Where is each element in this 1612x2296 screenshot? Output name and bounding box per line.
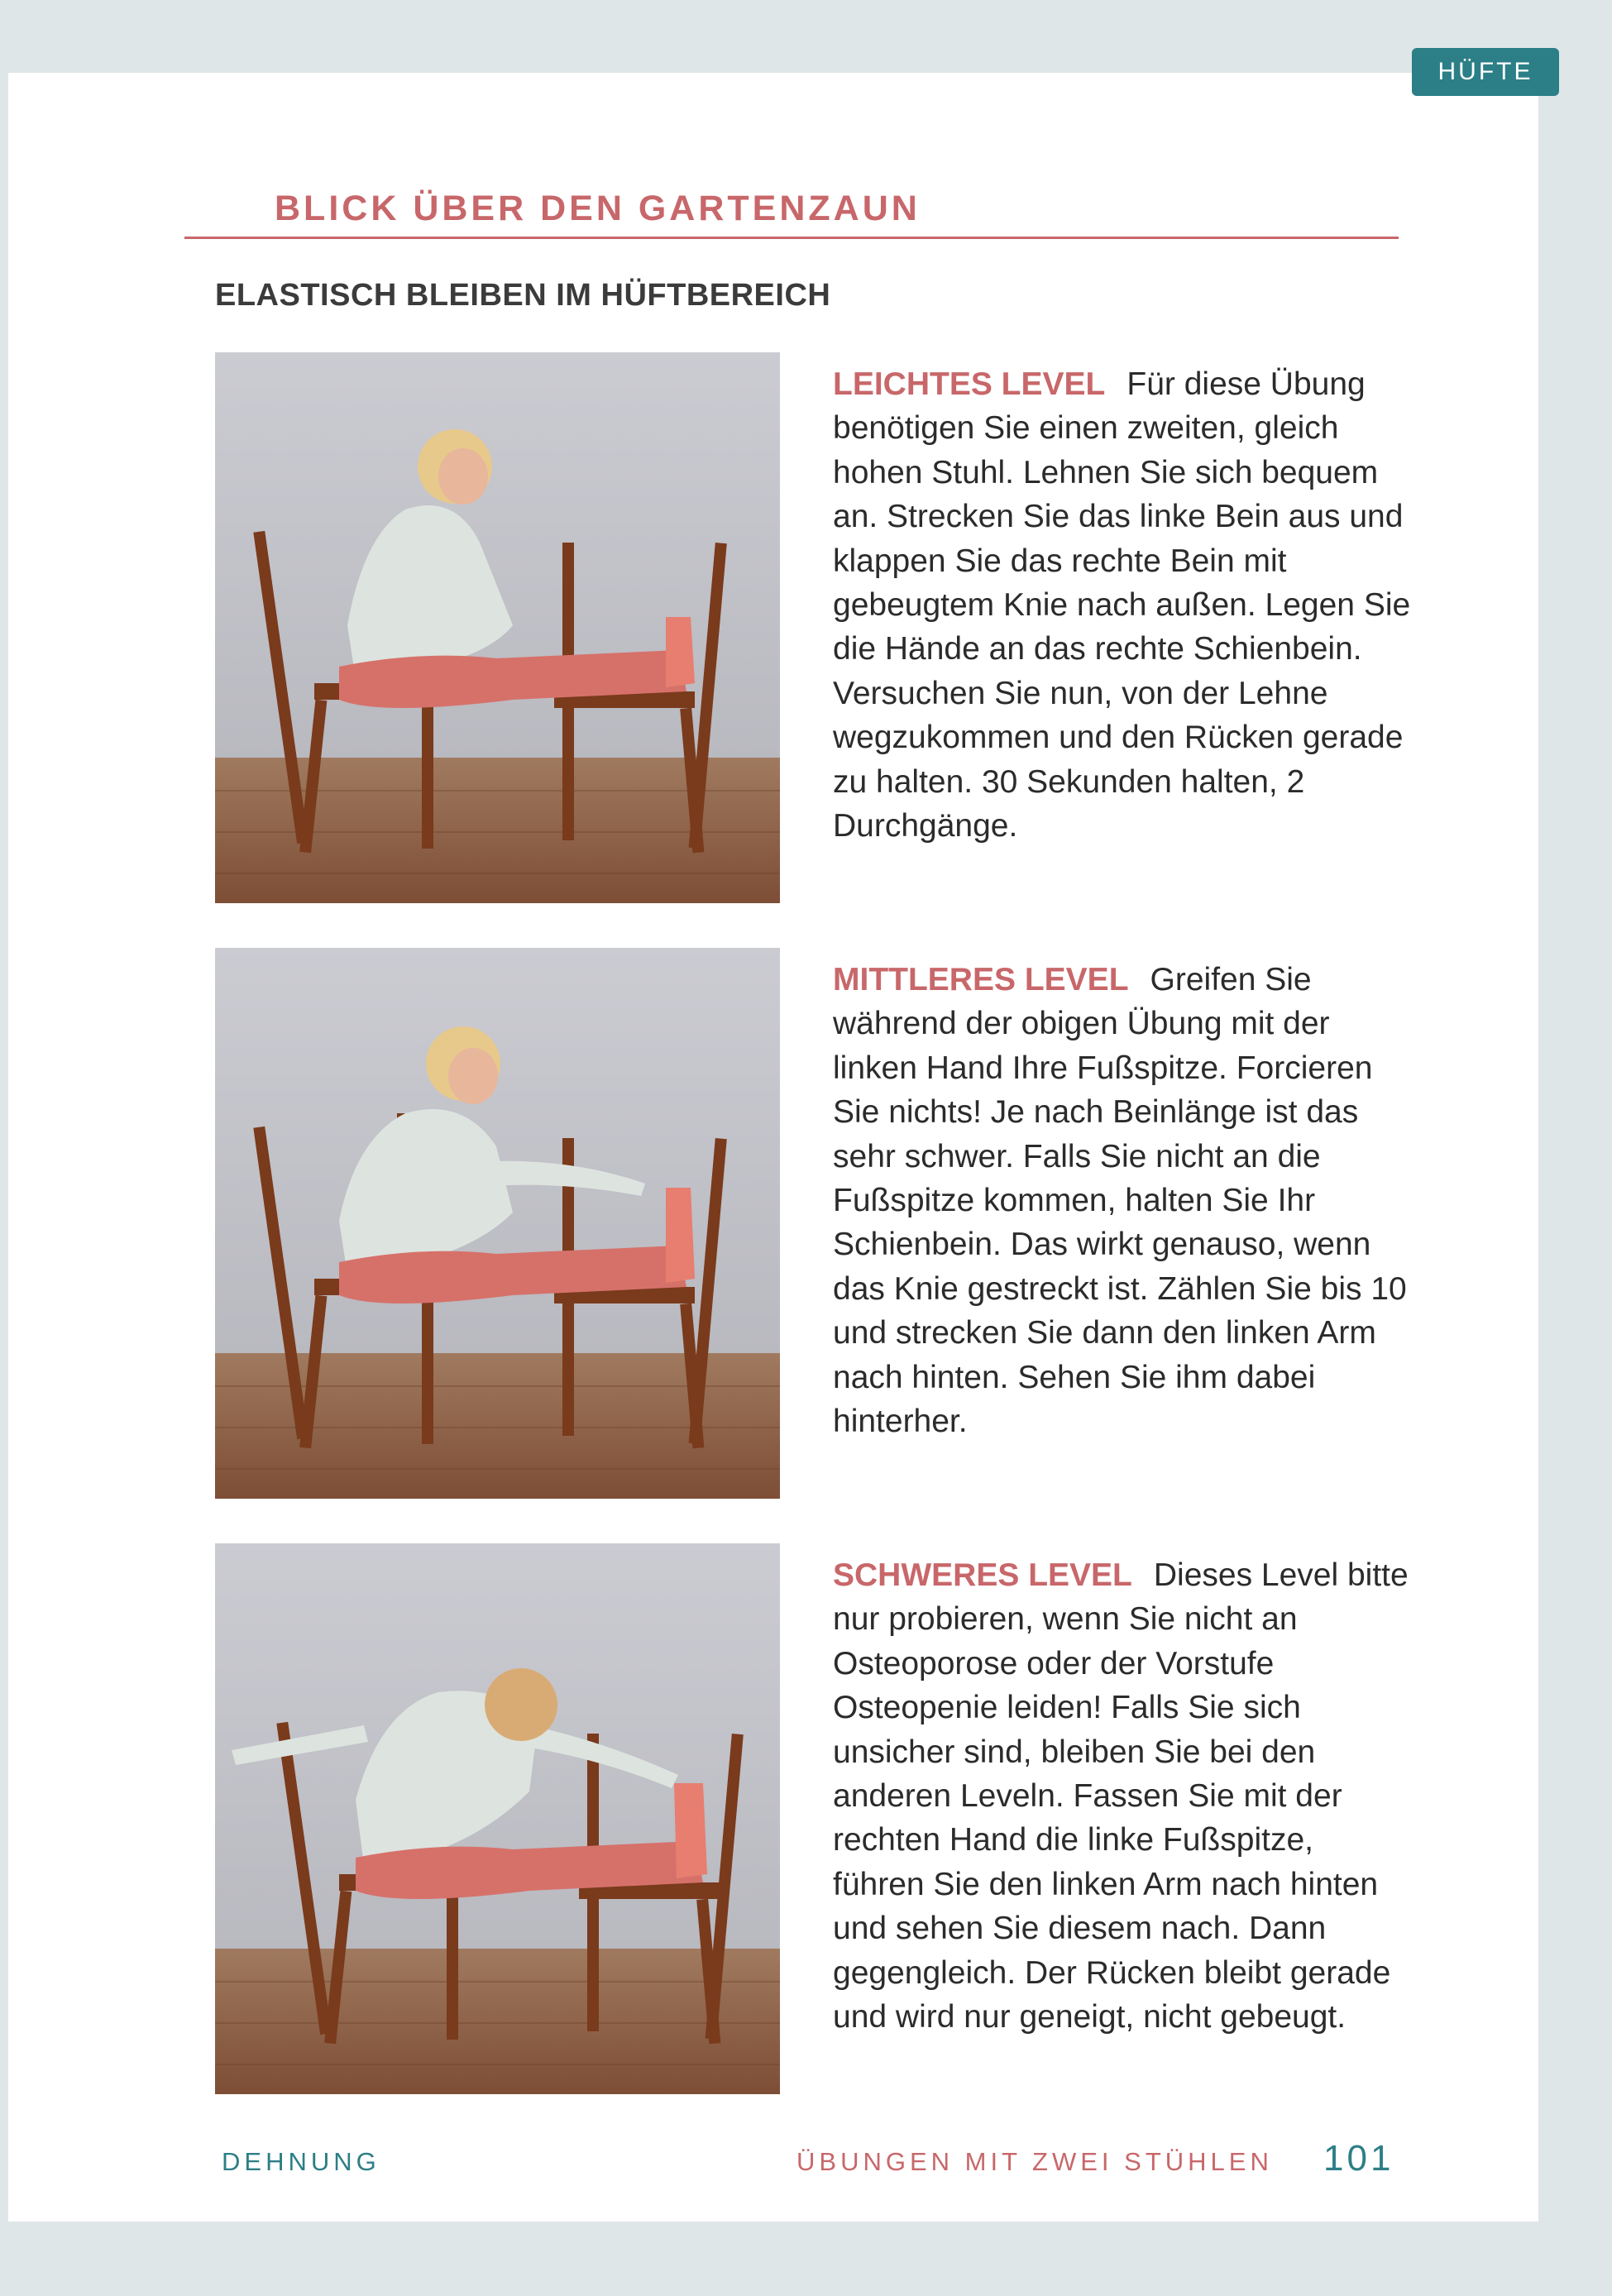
exercise-photo-easy [215, 352, 780, 903]
page-title: BLICK ÜBER DEN GARTENZAUN [275, 189, 921, 228]
exercise-photo-medium-image [215, 948, 780, 1499]
footer-section: DEHNUNG [222, 2147, 380, 2176]
exercise-text-easy [833, 362, 1412, 848]
level-label-medium: MITTLERES LEVEL [833, 962, 1129, 997]
level-description-medium: Greifen Sie während der obigen Übung mit der linken Hand Ihre Fußspitze. Forcieren Sie nichts! Je nach Beinlänge ist das sehr schwer. Falls Sie nicht an die Fußspitze kommen, halten Sie Ihr Schienbein. Das wirkt genauso, wenn das Knie gestreckt ist. Zählen Sie bis 10 und strecken Sie dann den linken Arm nach hinten. Sehen Sie ihm dabei hinterher. [833, 962, 1407, 1440]
title-divider [184, 237, 1399, 239]
exercise-text-hard [833, 1553, 1412, 2039]
exercise-photo-easy-image [215, 352, 780, 903]
exercise-photo-hard-image [215, 1543, 780, 2094]
level-label-hard: SCHWERES LEVEL [833, 1557, 1132, 1593]
exercise-photo-hard [215, 1543, 780, 2094]
level-description-easy: Für diese Übung benötigen Sie einen zweiten, gleich hohen Stuhl. Lehnen Sie sich bequem an. Strecken Sie das linke Bein aus und klappen Sie das rechte Bein mit gebeugtem Knie nach außen. Legen Sie die Hände an das rechte Schienbein. Versuchen Sie nun, von der Lehne wegzukommen und den Rücken gerade zu halten. 30 Sekunden halten, 2 Durchgänge. [833, 366, 1411, 844]
page-frame-top [0, 0, 1612, 73]
exercise-photo-medium [215, 948, 780, 1499]
page-number: 101 [1323, 2138, 1394, 2179]
level-description-hard: Dieses Level bitte nur probieren, wenn Sie nicht an Osteoporose oder der Vorstufe Osteopenie leiden! Falls Sie sich unsicher sind, bleiben Sie bei den anderen Leveln. Fassen Sie mit der rechten Hand die linke Fußspitze, führen Sie den linken Arm nach hinten und sehen Sie diesem nach. Dann gegengleich. Der Rücken bleibt gerade und wird nur geneigt, nicht gebeugt. [833, 1557, 1409, 2035]
exercise-text-medium [833, 958, 1412, 1443]
footer-chapter: ÜBUNGEN MIT ZWEI STÜHLEN [796, 2147, 1273, 2176]
page-subtitle: ELASTISCH BLEIBEN IM HÜFTBEREICH [215, 278, 831, 313]
chapter-tab: HÜFTE [1412, 48, 1559, 96]
level-label-easy: LEICHTES LEVEL [833, 366, 1106, 402]
